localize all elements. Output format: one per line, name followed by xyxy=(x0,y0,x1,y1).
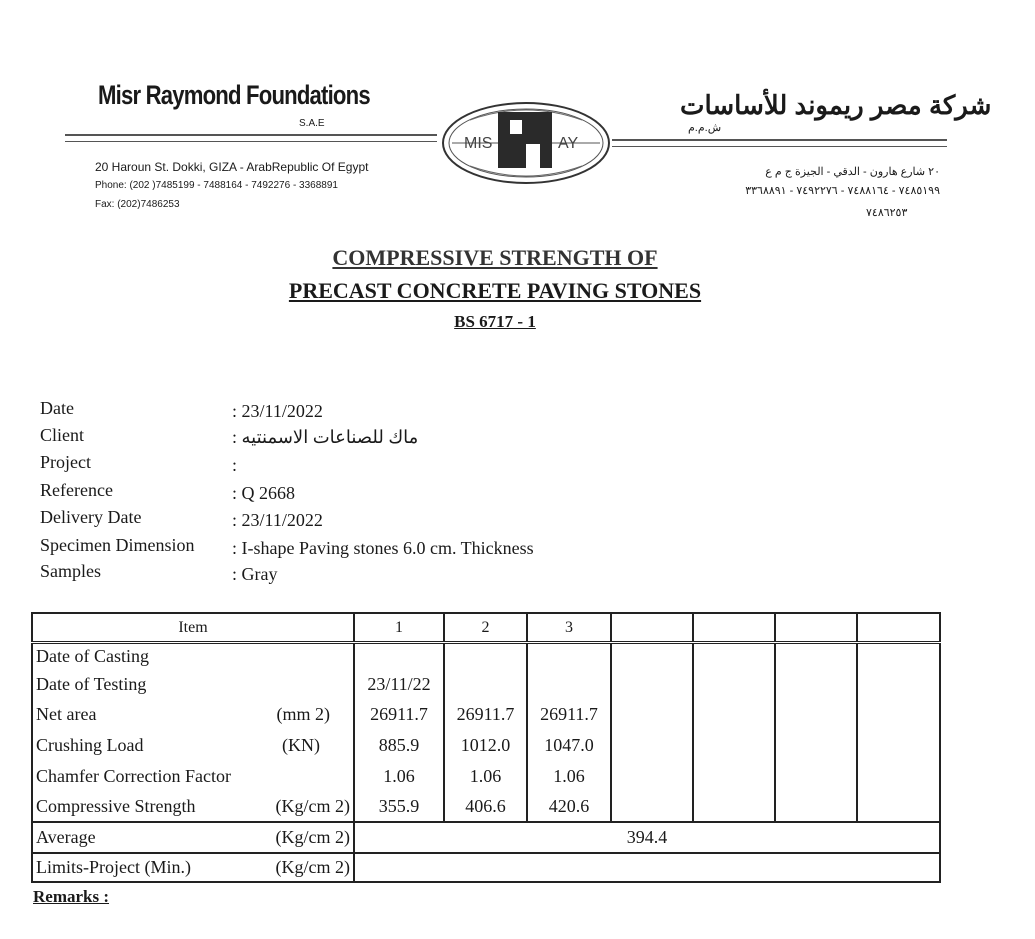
cell-value: 1.06 xyxy=(354,761,444,792)
phone-en: Phone: (202 )7485199 - 7488164 - 7492276 - 3368891 xyxy=(95,180,338,191)
info-label-reference: Reference xyxy=(40,480,113,500)
title-line-2: PRECAST CONCRETE PAVING STONES xyxy=(288,278,702,303)
cell-value: 885.9 xyxy=(354,730,444,761)
cell-value xyxy=(775,699,857,730)
info-value-date: : 23/11/2022 xyxy=(232,401,323,421)
info-label-specimen: Specimen Dimension xyxy=(40,535,195,555)
sample-header xyxy=(693,613,775,643)
cell-value xyxy=(693,699,775,730)
average-value: 394.4 xyxy=(354,822,940,853)
remarks-label: Remarks : xyxy=(33,887,110,906)
company-name-en: Misr Raymond Foundations xyxy=(98,80,370,110)
company-type: S.A.E xyxy=(299,118,325,129)
sample-header xyxy=(775,613,857,643)
cell-value: 420.6 xyxy=(527,792,611,822)
title-line-1: COMPRESSIVE STRENGTH OF xyxy=(332,245,658,270)
address-en: 20 Haroun St. Dokki, GIZA - ArabRepublic Of Egypt xyxy=(95,160,369,174)
row-unit: (KN) xyxy=(282,734,320,755)
cell-value: 1.06 xyxy=(444,761,527,792)
cell-value xyxy=(693,643,775,670)
cell-value xyxy=(775,761,857,792)
table-row xyxy=(32,730,940,761)
info-label-date: Date xyxy=(40,398,74,418)
cell-value xyxy=(444,670,527,699)
cell-value xyxy=(444,643,527,670)
cell-value xyxy=(857,792,940,822)
info-value-samples: : Gray xyxy=(232,564,278,584)
row-label: Crushing Load xyxy=(36,734,144,755)
cell-value: 26911.7 xyxy=(527,699,611,730)
info-value-specimen: : I-shape Paving stones 6.0 cm. Thickness xyxy=(232,538,534,558)
limits-row xyxy=(32,853,940,882)
cell-value: 406.6 xyxy=(444,792,527,822)
cell-value xyxy=(857,670,940,699)
cell-value xyxy=(857,699,940,730)
limits-label: Limits-Project (Min.) xyxy=(36,856,191,877)
sample-header: 1 xyxy=(354,613,444,643)
info-label-client: Client xyxy=(40,425,84,445)
cell-value xyxy=(693,730,775,761)
company-logo xyxy=(440,100,612,186)
cell-value xyxy=(354,643,444,670)
row-label: Compressive Strength xyxy=(36,795,196,816)
cell-value xyxy=(857,761,940,792)
info-value-delivery-date: : 23/11/2022 xyxy=(232,510,323,530)
cell-value xyxy=(857,643,940,670)
header-rule-right xyxy=(612,139,947,141)
svg-text:AY: AY xyxy=(558,135,579,152)
table-row xyxy=(32,643,940,670)
table-row xyxy=(32,792,940,822)
cell-value: 26911.7 xyxy=(444,699,527,730)
cell-value: 355.9 xyxy=(354,792,444,822)
info-value-project: : xyxy=(232,455,238,475)
cell-value xyxy=(775,730,857,761)
average-label: Average xyxy=(36,826,96,847)
sample-header xyxy=(611,613,693,643)
limits-unit: (Kg/cm 2) xyxy=(275,856,350,877)
sample-header: 3 xyxy=(527,613,611,643)
row-label: Chamfer Correction Factor xyxy=(36,765,231,786)
limits-value xyxy=(354,853,940,882)
row-label: Date of Casting xyxy=(36,646,149,667)
average-row xyxy=(32,822,940,853)
cell-value xyxy=(857,730,940,761)
company-reg-ar: ش.م.م xyxy=(688,122,722,134)
cell-value xyxy=(611,761,693,792)
cell-value: 26911.7 xyxy=(354,699,444,730)
info-value-reference: : Q 2668 xyxy=(232,483,295,503)
info-label-samples: Samples xyxy=(40,561,101,581)
phone-ar: ٧٤٨٥١٩٩ - ٧٤٨٨١٦٤ - ٧٤٩٢٢٧٦ - ٣٣٦٨٨٩١ xyxy=(745,185,940,197)
cell-value xyxy=(775,643,857,670)
table-row xyxy=(32,699,940,730)
cell-value: 1047.0 xyxy=(527,730,611,761)
cell-value xyxy=(693,761,775,792)
cell-value xyxy=(693,792,775,822)
company-name-ar: شركة مصر ريموند للأساسات xyxy=(680,90,992,120)
row-label: Date of Testing xyxy=(36,673,147,694)
cell-value: 1012.0 xyxy=(444,730,527,761)
address-ar: ٢٠ شارع هارون - الدقي - الجيزة ج م ع xyxy=(765,166,940,178)
info-label-project: Project xyxy=(40,452,91,472)
standard-reference: BS 6717 - 1 xyxy=(454,312,536,331)
item-header: Item xyxy=(32,613,354,643)
cell-value xyxy=(611,699,693,730)
results-table xyxy=(31,612,941,883)
cell-value xyxy=(527,643,611,670)
cell-value xyxy=(693,670,775,699)
cell-value xyxy=(611,670,693,699)
header-rule-left-thin xyxy=(65,141,437,142)
cell-value: 23/11/22 xyxy=(354,670,444,699)
info-label-delivery-date: Delivery Date xyxy=(40,507,142,527)
sample-header: 2 xyxy=(444,613,527,643)
info-value-client: ماك للصناعات الاسمنتيه : xyxy=(232,427,419,447)
cell-value xyxy=(611,792,693,822)
row-label: Net area xyxy=(36,703,97,724)
cell-value xyxy=(611,730,693,761)
average-unit: (Kg/cm 2) xyxy=(275,826,350,847)
fax-ar: ٧٤٨٦٢٥٣ xyxy=(866,207,908,219)
table-header-row xyxy=(32,613,940,643)
row-unit: (mm 2) xyxy=(276,703,330,724)
svg-text:MIS: MIS xyxy=(464,135,493,152)
header-rule-left xyxy=(65,134,437,136)
table-row xyxy=(32,670,940,699)
cell-value: 1.06 xyxy=(527,761,611,792)
fax-en: Fax: (202)7486253 xyxy=(95,199,180,210)
row-unit: (Kg/cm 2) xyxy=(275,795,350,816)
header-rule-right-thin xyxy=(612,146,947,147)
sample-header xyxy=(857,613,940,643)
table-row xyxy=(32,761,940,792)
cell-value xyxy=(611,643,693,670)
cell-value xyxy=(775,792,857,822)
cell-value xyxy=(527,670,611,699)
cell-value xyxy=(775,670,857,699)
